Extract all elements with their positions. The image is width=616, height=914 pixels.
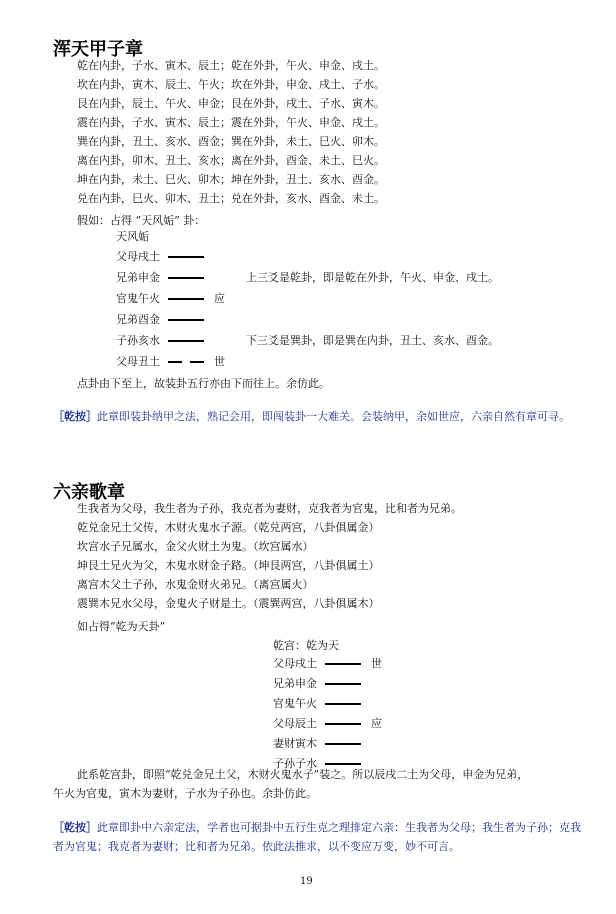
yao-name: 官鬼午火: [116, 292, 160, 305]
yao-row: [273, 714, 382, 734]
yao-row: [273, 734, 371, 754]
yang-line: [168, 277, 204, 279]
yang-line: [325, 683, 361, 685]
palace-label: 乾宫：乾为天: [273, 639, 339, 652]
yao-row: [273, 654, 382, 674]
yao-name: 官鬼午火: [273, 697, 317, 710]
rule-line: 坎宫水子兄属水，金父火财土为鬼。（坎宫属水）: [77, 540, 314, 553]
rule-line: 坤在内卦，未土、巳火、卯木；坤在外卦，丑土、亥水、酉金。: [77, 173, 385, 186]
editor-note: [53, 407, 583, 426]
yang-line: [325, 743, 361, 745]
yao-row: [273, 674, 371, 694]
note-label: ［乾按］: [53, 410, 97, 423]
yao-name: 兄弟申金: [273, 677, 317, 690]
yao-row: [116, 247, 214, 267]
rule-line: 离在内卦，卯木、丑土、亥水；离在外卦，酉金、未土、巳火。: [77, 154, 385, 167]
yao-name: 父母辰土: [273, 717, 317, 730]
yang-line: [168, 256, 204, 258]
shi-ying-mark: 世: [214, 355, 225, 368]
hexagram-name: 天风姤: [116, 230, 149, 243]
section1-conclusion: 点卦由下至上，故装卦五行亦由下而往上。余仿此。: [77, 377, 330, 390]
yao-row: [273, 694, 371, 714]
yang-line: [325, 703, 361, 705]
note-label: ［乾按］: [53, 821, 97, 834]
section2-conclusion-line: 午火为官鬼，寅木为妻财，子水为子孙也。余卦仿此。: [53, 787, 317, 800]
upper-trigram-explain: 上三爻是乾卦，即是乾在外卦，午火、申金、戌土。: [246, 271, 499, 284]
shi-ying-mark: 应: [371, 717, 382, 730]
rule-line: 坎在内卦，寅木、辰土、午火；坎在外卦，申金、戌土、子水。: [77, 78, 385, 91]
editor-note: [53, 818, 583, 856]
note-text: 此章即装卦纳甲之法，熟记会用，即闯装卦一大难关。会装纳甲，余如世应，六亲自然有章可寻。: [97, 410, 570, 423]
rule-line: 坤艮土兄火为父，木鬼水财金子路。（坤艮两宫，八卦俱属土）: [77, 559, 380, 572]
yin-line: [168, 361, 204, 363]
yao-name: 父母戌土: [273, 657, 317, 670]
rule-line: 生我者为父母，我生者为子孙，我克者为妻财，克我者为官鬼，比和者为兄弟。: [77, 502, 462, 515]
najia-rules: [77, 56, 385, 208]
yao-name: 兄弟酉金: [116, 313, 160, 326]
section-title-liuqin: 六亲歌章: [53, 482, 125, 503]
shi-ying-mark: 世: [371, 657, 382, 670]
yao-name: 父母丑土: [116, 355, 160, 368]
rule-line: 兑在内卦，巳火、卯木、丑土；兑在外卦，亥水、酉金、未土。: [77, 192, 385, 205]
liuqin-rules: [77, 499, 462, 613]
shi-ying-mark: 应: [214, 292, 225, 305]
yao-row: [116, 289, 225, 309]
yao-row: [116, 352, 225, 372]
yao-name: 子孙亥水: [116, 334, 160, 347]
yao-name: 子孙子水: [273, 757, 317, 770]
yang-line: [168, 319, 204, 321]
yang-line: [325, 723, 361, 725]
section-title-najia: 浑天甲子章: [53, 39, 143, 60]
rule-line: 巽在内卦，丑土、亥水、酉金；巽在外卦，未土、巳火、卯木。: [77, 135, 385, 148]
rule-line: 乾在内卦，子水、寅木、辰土；乾在外卦，午火、申金、戌土。: [77, 59, 385, 72]
page-number: 19: [300, 876, 313, 887]
rule-line: 震巽木兄水父母，金鬼火子财是土。（震巽两宫，八卦俱属木）: [77, 597, 380, 610]
yao-row: [116, 331, 214, 351]
yao-row: [116, 310, 214, 330]
example-intro: 如占得“乾为天卦”: [77, 620, 166, 633]
yao-name: 兄弟申金: [116, 271, 160, 284]
section2-conclusion-line: 此系乾宫卦，即照“乾兑金兄土父，木财火鬼水子”装之。所以辰戌二土为父母，申金为兄弟，: [77, 768, 529, 781]
yao-row: [116, 268, 214, 288]
note-text: 此章即卦中六亲定法，学者也可据卦中五行生克之理排定六亲：生我者为父母；我生者为子孙；克我者为官鬼；我克者为妻财；比和者为兄弟。依此法推求，以不变应万变，妙不可言。: [53, 821, 581, 853]
yang-line: [325, 663, 361, 665]
yang-line: [168, 340, 204, 342]
yao-name: 父母戌土: [116, 250, 160, 263]
rule-line: 震在内卦，子水、寅木、辰土；震在外卦，午火、申金、戌土。: [77, 116, 385, 129]
lower-trigram-explain: 下三爻是巽卦，即是巽在内卦，丑土、亥水、酉金。: [246, 334, 499, 347]
yao-name: 妻财寅木: [273, 737, 317, 750]
example-intro: 假如：占得 “天风姤” 卦：: [77, 214, 206, 227]
rule-line: 乾兑金兄土父传，木财火鬼水子源。（乾兑两宫，八卦俱属金）: [77, 521, 380, 534]
yang-line: [168, 298, 204, 300]
rule-line: 离宫木父土子孙，水鬼金财火弟兄。（离宫属火）: [77, 578, 314, 591]
rule-line: 艮在内卦，辰土、午火、申金；艮在外卦，戌土、子水、寅木。: [77, 97, 385, 110]
